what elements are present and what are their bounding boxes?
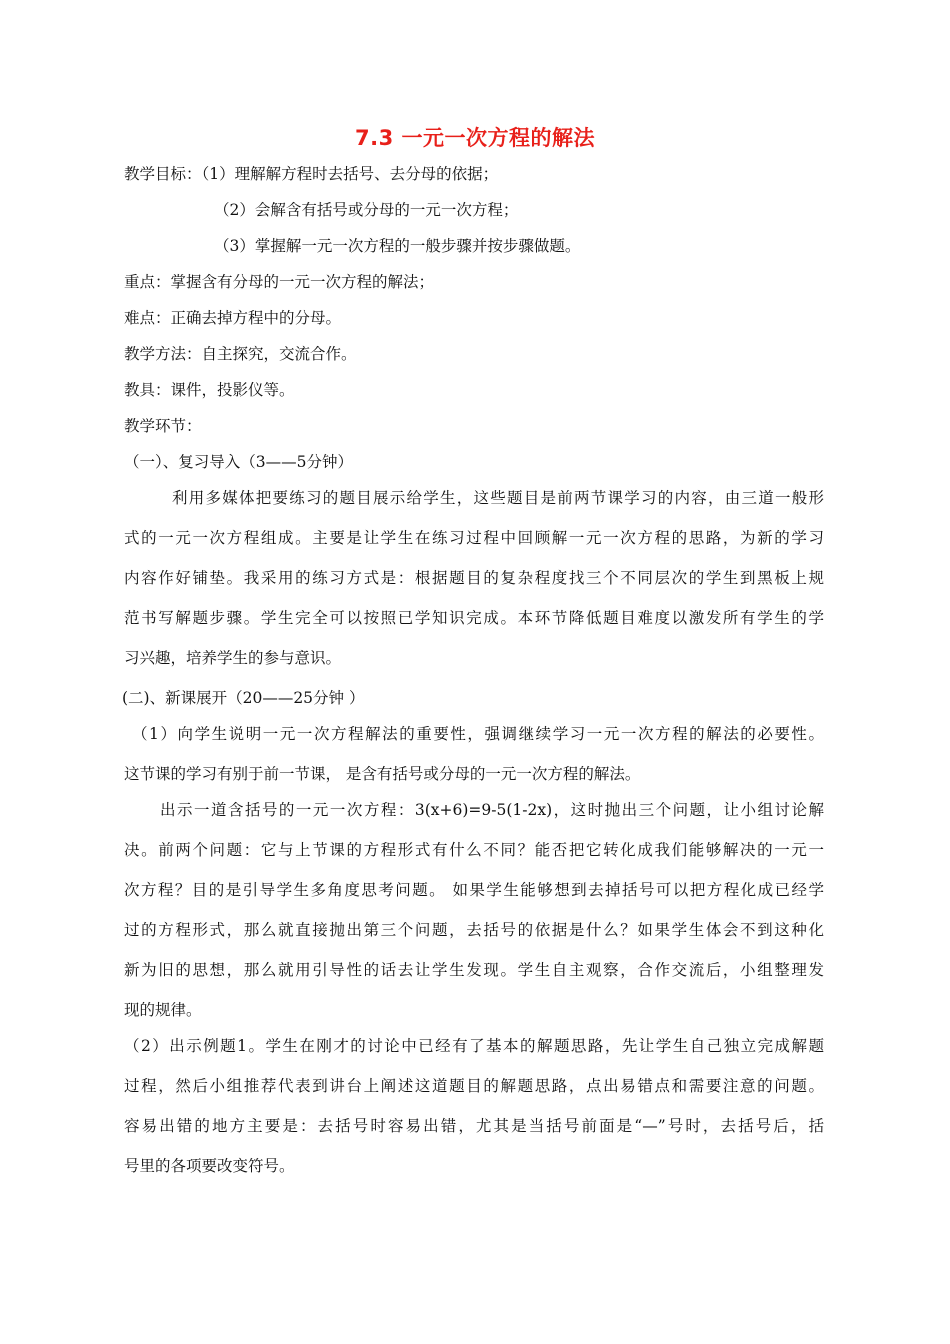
paragraph-line: 次方程？目的是引导学生多角度思考问题。 如果学生能够想到去掉括号可以把方程化成已经学 — [124, 881, 824, 899]
teaching-steps-heading: 教学环节： — [124, 417, 202, 435]
section-2-heading: (二)、新课展开（20——25分钟 ） — [122, 689, 365, 707]
teaching-method-line: 教学方法：自主探究，交流合作。 — [124, 345, 357, 363]
paragraph-line: 利用多媒体把要练习的题目展示给学生，这些题目是前两节课学习的内容，由三道一般形 — [172, 489, 824, 507]
paragraph-line: （1）向学生说明一元一次方程解法的重要性，强调继续学习一元一次方程的解法的必要性。 — [132, 725, 824, 743]
paragraph-line: 习兴趣，培养学生的参与意识。 — [124, 649, 342, 667]
objective-line-3: （3）掌握解一元一次方程的一般步骤并按步骤做题。 — [214, 237, 581, 255]
paragraph-line: 过的方程形式，那么就直接抛出第三个问题，去括号的依据是什么？如果学生体会不到这种化 — [124, 921, 824, 939]
paragraph-line: （2）出示例题1。学生在刚才的讨论中已经有了基本的解题思路，先让学生自己独立完成解题 — [124, 1037, 824, 1055]
paragraph-line: 新为旧的思想，那么就用引导性的话去让学生发现。学生自主观察，合作交流后，小组整理发 — [124, 961, 824, 979]
objective-line-2: （2）会解含有括号或分母的一元一次方程； — [214, 201, 519, 219]
teaching-aids-line: 教具：课件，投影仪等。 — [124, 381, 295, 399]
paragraph-line: 内容作好铺垫。我采用的练习方式是：根据题目的复杂程度找三个不同层次的学生到黑板上规 — [124, 569, 824, 587]
paragraph-line: 式的一元一次方程组成。主要是让学生在练习过程中回顾解一元一次方程的思路，为新的学习 — [124, 529, 824, 547]
paragraph-line: 决。前两个问题：它与上节课的方程形式有什么不同？能否把它转化成我们能够解决的一元一 — [124, 841, 824, 859]
document-title: 7.3 一元一次方程的解法 — [354, 126, 595, 150]
key-point-line: 重点：掌握含有分母的一元一次方程的解法； — [124, 273, 435, 291]
paragraph-line: 过程，然后小组推荐代表到讲台上阐述这道题目的解题思路，点出易错点和需要注意的问题。 — [124, 1077, 824, 1095]
paragraph-line: 现的规律。 — [124, 1001, 202, 1019]
paragraph-line: 这节课的学习有别于前一节课， 是含有括号或分母的一元一次方程的解法。 — [124, 765, 641, 783]
objective-line-1: 教学目标：（1）理解解方程时去括号、去分母的依据； — [124, 165, 499, 183]
paragraph-line: 出示一道含括号的一元一次方程：3(x+6)=9-5(1-2x)，这时抛出三个问题，让小组讨论解 — [160, 801, 824, 819]
paragraph-line: 号里的各项要改变符号。 — [124, 1157, 295, 1175]
paragraph-line: 容易出错的地方主要是：去括号时容易出错，尤其是当括号前面是“—”号时，去括号后，括 — [124, 1117, 824, 1135]
difficulty-line: 难点：正确去掉方程中的分母。 — [124, 309, 342, 327]
section-1-heading: （一）、复习导入（3——5分钟） — [124, 453, 353, 471]
paragraph-line: 范书写解题步骤。学生完全可以按照已学知识完成。本环节降低题目难度以激发所有学生的学 — [124, 609, 824, 627]
